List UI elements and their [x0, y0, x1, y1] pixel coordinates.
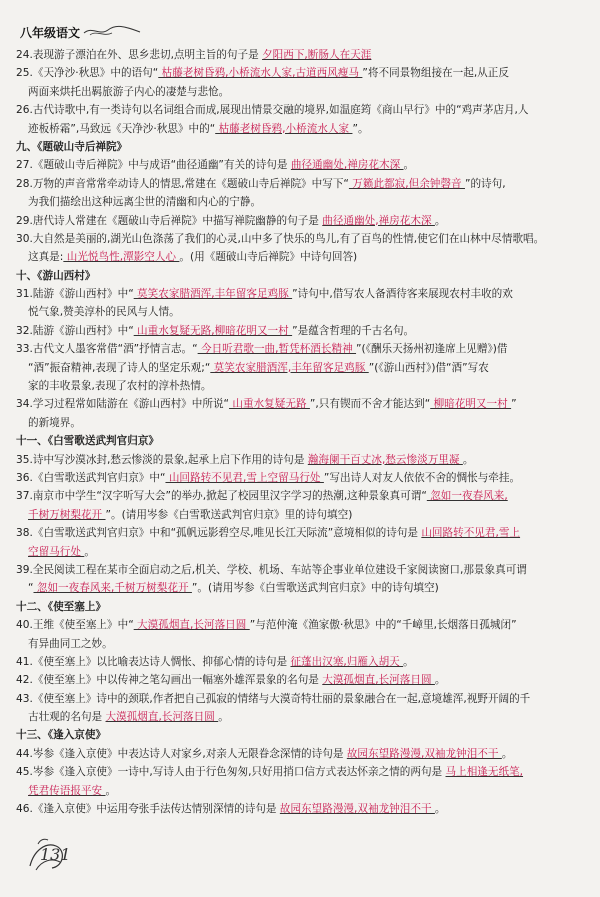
printed-text: ”(《游山西村》)借“酒”写农 [368, 361, 489, 374]
question-line [16, 800, 586, 818]
handwritten-answer: 山重水复疑无路,柳暗花明又一村 [133, 324, 293, 337]
handwritten-answer: 大漠孤烟直,长河落日圆 [105, 711, 219, 724]
question-line [16, 285, 586, 303]
handwritten-answer: 故园东望路漫漫,双袖龙钟泪不干 [279, 803, 435, 816]
question-line [16, 763, 586, 781]
question-line [16, 653, 586, 671]
printed-text: 两面来烘托出羁旅游子内心的凄楚与悲怆。 [28, 85, 230, 98]
question-line [16, 340, 586, 358]
printed-text: 悦气象,赞美淳朴的民风与人情。 [28, 306, 180, 319]
printed-text: ”。(请用岑参《白雪歌送武判官归京》里的诗句填空) [105, 508, 353, 521]
question-line [16, 322, 586, 340]
handwritten-answer: 枯藤老树昏鸦,小桥流水人家 [215, 122, 353, 135]
printed-text: 。 [462, 453, 474, 466]
printed-text: 古壮观的名句是 [28, 711, 106, 724]
printed-text: 。 [434, 674, 446, 687]
continuation-line [16, 782, 586, 800]
printed-text: 有异曲同工之妙。 [28, 637, 113, 650]
handwritten-answer: 今日听君歌一曲,暂凭杯酒长精神 [197, 343, 357, 356]
printed-text: ”,只有锲而不舍才能达到“ [309, 398, 431, 411]
question-line [16, 690, 586, 708]
printed-text: 31.陆游《游山西村》中“ [16, 288, 134, 301]
printed-text: 。 [501, 747, 513, 760]
continuation-line [16, 359, 586, 377]
handwritten-answer: 柳暗花明又一村 [430, 398, 512, 411]
continuation-line [16, 248, 586, 266]
section-heading [16, 138, 586, 156]
printed-text: 。 [105, 784, 117, 797]
printed-text: 45.岑参《逢入京使》一诗中,写诗人由于行色匆匆,只好用捎口信方式表达怀亲之情的两句是 [16, 766, 446, 779]
printed-text: 28.万物的声音常常牵动诗人的情思,常建在《题破山寺后禅院》中写下“ [16, 177, 349, 190]
question-line [16, 616, 586, 634]
printed-text: “ [28, 582, 34, 595]
section-heading [16, 432, 586, 450]
printed-text: 。 [84, 545, 95, 558]
printed-text: ” [511, 398, 517, 411]
printed-text: 。 [403, 159, 415, 172]
printed-text: 42.《使至塞上》中以传神之笔勾画出一幅塞外雄浑景象的名句是 [16, 674, 323, 687]
handwritten-answer: 莫笑农家腊酒浑,丰年留客足鸡豚 [210, 361, 369, 374]
handwritten-answer: 忽如一夜春风来,千树万树梨花开 [33, 582, 192, 595]
printed-text: 39.全民阅读工程在某市全面启动之后,机关、学校、机场、车站等企事业单位建设千家阅读窗口,那景象真可谓 [16, 563, 527, 576]
handwritten-answer: 万籁此都寂,但余钟磬音 [348, 177, 465, 190]
continuation-line [16, 543, 586, 561]
printed-text: 33.古代文人墨客常借“酒”抒情言志。“ [16, 343, 198, 356]
printed-text: “酒”振奋精神,表现了诗人的坚定乐观;“ [28, 361, 211, 374]
continuation-line [16, 193, 586, 211]
printed-text: 十二、《使至塞上》 [16, 600, 107, 613]
printed-text: 32.陆游《游山西村》中“ [16, 324, 134, 337]
handwritten-answer: 瀚海阑干百丈冰,愁云惨淡万里凝 [307, 453, 463, 466]
printed-text: 44.岑参《逢入京使》中表达诗人对家乡,对亲人无限眷念深情的诗句是 [16, 747, 347, 760]
printed-text: 九、《题破山寺后禅院》 [16, 140, 128, 153]
handwritten-answer: 曲径通幽处,禅房花木深 [290, 159, 404, 172]
printed-text: ”诗句中,借写农人备酒待客来展现农村丰收的欢 [292, 288, 513, 301]
printed-text: 的新境界。 [28, 416, 81, 429]
handwritten-answer: 凭君传语报平安 [28, 784, 106, 797]
printed-text: ”。 [352, 122, 369, 135]
handwritten-answer: 莫笑农家腊酒浑,丰年留客足鸡豚 [133, 288, 293, 301]
printed-text: 十一、《白雪歌送武判官归京》 [16, 435, 160, 448]
section-heading [16, 598, 586, 616]
printed-text: 。 [218, 711, 229, 724]
printed-text: ”写出诗人对友人依依不舍的惆怅与牵挂。 [323, 471, 521, 484]
section-heading [16, 267, 586, 285]
printed-text: 26.古代诗歌中,有一类诗句以名词组合而成,展现出情景交融的境界,如温庭筠《商山早行》中的“鸡声茅店月,人 [16, 104, 529, 117]
printed-text: 27.《题破山寺后禅院》中与成语“曲径通幽”有关的诗句是 [16, 159, 291, 172]
printed-text: 34.学习过程常如陆游在《游山西村》中所说“ [16, 398, 230, 411]
printed-text: ”是蕴含哲理的千古名句。 [292, 324, 415, 337]
printed-text: 37.南京市中学生“汉字听写大会”的举办,掀起了校园里汉字学习的热潮,这种景象真可谓“ [16, 490, 427, 503]
question-line [16, 175, 586, 193]
handwritten-answer: 千树万树梨花开 [28, 508, 106, 521]
printed-text: 。 [434, 803, 446, 816]
handwritten-answer: 故园东望路漫漫,双袖龙钟泪不干 [346, 747, 502, 760]
printed-text: ”的诗句, [464, 177, 506, 190]
question-line [16, 524, 586, 542]
printed-text: 41.《使至塞上》以比喻表达诗人惆怅、抑郁心情的诗句是 [16, 655, 291, 668]
handwritten-answer: 山回路转不见君,雪上 [421, 527, 521, 540]
section-heading [16, 726, 586, 744]
handwritten-answer: 山光悦鸟性,潭影空人心 [63, 251, 180, 264]
question-line [16, 46, 586, 64]
handwritten-answer: 忽如一夜春风来, [426, 490, 508, 503]
printed-text: ”将不同景物组接在一起,从正反 [362, 67, 509, 80]
printed-text: ”(《酬乐天扬州初逢席上见赠》)借 [356, 343, 508, 356]
question-line [16, 230, 586, 248]
question-line [16, 64, 586, 82]
printed-text: 46.《逢入京使》中运用夸张手法传达情别深情的诗句是 [16, 803, 280, 816]
handwritten-answer: 马上相逢无纸笔, [445, 766, 524, 779]
handwritten-answer: 征蓬出汉塞,归雁入胡天 [290, 655, 404, 668]
printed-text: 43.《使至塞上》诗中的颈联,作者把自己孤寂的情绪与大漠奇特壮丽的景象融合在一起,意境雄浑,视野开阔的千 [16, 692, 531, 705]
handwritten-answer: 山重水复疑无路 [229, 398, 310, 411]
printed-text: 。 [403, 655, 414, 668]
page-number: 131 [40, 845, 71, 864]
continuation-line [16, 414, 586, 432]
question-line [16, 745, 586, 763]
continuation-line [16, 635, 586, 653]
printed-text: ”。(请用岑参《白雪歌送武判官归京》中的诗句填空) [191, 582, 439, 595]
printed-text: 。(用《题破山寺后禅院》中诗句回答) [179, 251, 358, 264]
printed-text: 36.《白雪歌送武判官归京》中“ [16, 471, 166, 484]
exercise-content [16, 46, 586, 818]
handwritten-answer: 大漠孤烟直,长河落日圆 [322, 674, 435, 687]
printed-text: 。 [434, 214, 446, 227]
question-line [16, 451, 586, 469]
printed-text: 38.《白雪歌送武判官归京》中和“孤帆远影碧空尽,唯见长江天际流”意境相似的诗句是 [16, 527, 422, 540]
continuation-line [16, 120, 586, 138]
question-line [16, 212, 586, 230]
printed-text: 24.表现游子漂泊在外、思乡悲切,点明主旨的句子是 [16, 49, 263, 61]
question-line [16, 101, 586, 119]
question-line [16, 395, 586, 413]
handwritten-answer: 山回路转不见君,雪上空留马行处 [165, 471, 324, 484]
printed-text: 25.《天净沙·秋思》中的语句“ [16, 67, 159, 80]
handwritten-answer: 夕阳西下,断肠人在天涯 [262, 49, 372, 61]
question-line [16, 156, 586, 174]
handwritten-answer: 枯藤老树昏鸦,小桥流水人家,古道西风瘦马 [158, 67, 363, 80]
printed-text: ”与范仲淹《渔家傲·秋思》中的“千嶂里,长烟落日孤城闭” [249, 619, 517, 632]
printed-text: 40.王维《使至塞上》中“ [16, 619, 134, 632]
printed-text: 30.大自然是美丽的,湖光山色涤荡了我们的心灵,山中多了快乐的鸟儿,有了百鸟的性情,使它们在山林中尽情歌唱。 [16, 232, 545, 245]
continuation-line [16, 579, 586, 597]
handwritten-answer: 空留马行处 [28, 545, 85, 558]
printed-text: 迹板桥霜”,马致远《天净沙·秋思》中的“ [28, 122, 216, 135]
header-decoration-icon [82, 24, 142, 38]
continuation-line [16, 83, 586, 101]
continuation-line [16, 708, 586, 726]
page-header: 八年级语文 [20, 26, 81, 40]
question-line [16, 671, 586, 689]
handwritten-answer: 大漠孤烟直,长河落日圆 [133, 619, 250, 632]
handwritten-answer: 曲径通幽处,禅房花木深 [322, 214, 435, 227]
printed-text: 29.唐代诗人常建在《题破山寺后禅院》中描写禅院幽静的句子是 [16, 214, 323, 227]
printed-text: 十三、《逢入京使》 [16, 729, 107, 742]
question-line [16, 469, 586, 487]
printed-text: 家的丰收景象,表现了农村的淳朴热情。 [28, 380, 212, 393]
continuation-line [16, 303, 586, 321]
continuation-line [16, 506, 586, 524]
question-line [16, 487, 586, 505]
question-line [16, 561, 586, 579]
printed-text: 35.诗中写沙漠冰封,愁云惨淡的景象,起承上启下作用的诗句是 [16, 453, 308, 466]
printed-text: 十、《游山西村》 [16, 269, 96, 282]
printed-text: 为我们描绘出这种远离尘世的清幽和内心的宁静。 [28, 196, 262, 209]
printed-text: 这真是: [28, 251, 64, 264]
continuation-line [16, 377, 586, 395]
